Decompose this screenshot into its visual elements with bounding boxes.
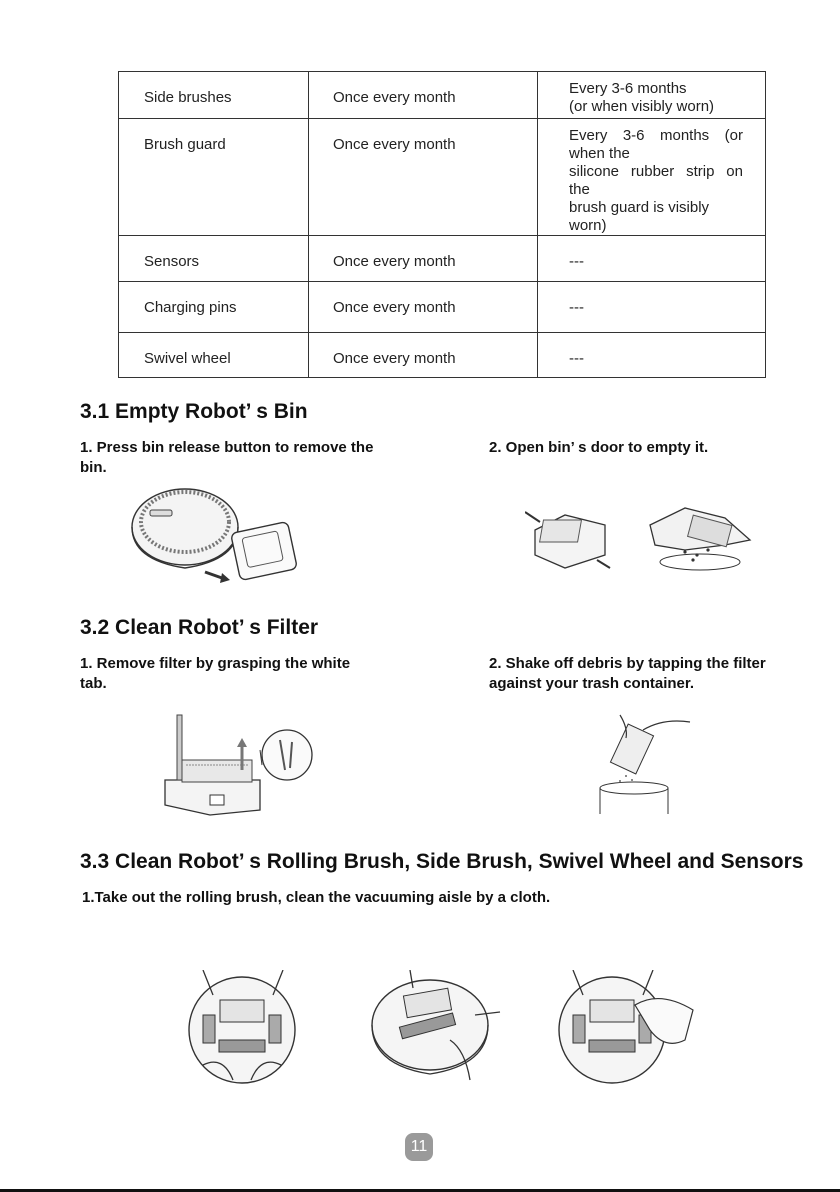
step-text: 2. Open bin’ s door to empty it. (489, 439, 709, 456)
robot-bottom-illustration-1 (183, 970, 301, 1085)
step-text: 1. Press bin release button to remove the bin. (80, 439, 374, 476)
part-cell: Swivel wheel (119, 333, 309, 378)
section-heading-empty-bin: 3.1 Empty Robot’ s Bin (80, 400, 308, 423)
clean-frequency-cell: Once every month (309, 236, 538, 282)
replace-frequency-cell (538, 119, 766, 236)
part-cell: Brush guard (119, 119, 309, 236)
maintenance-table (118, 71, 766, 378)
replace-line: silicone rubber strip on the (569, 163, 743, 198)
step-text: 1. Remove filter by grasping the white tab. (80, 655, 351, 692)
remove-bin-illustration (130, 482, 305, 594)
robot-bottom-illustration-3 (555, 970, 695, 1085)
part-cell: Charging pins (119, 282, 309, 333)
remove-filter-illustration (160, 710, 315, 820)
replace-frequency-cell: --- (538, 236, 766, 282)
table-row (119, 282, 766, 333)
clean-frequency-cell: Once every month (309, 282, 538, 333)
replace-line: (or when visibly worn) (569, 98, 715, 115)
part-cell: Sensors (119, 236, 309, 282)
replace-frequency-cell (538, 72, 766, 119)
table-row (119, 119, 766, 236)
step-text: 2. Shake off debris by tapping the filter against your trash container. (489, 655, 766, 692)
table-row (119, 333, 766, 378)
replace-frequency-cell: --- (538, 282, 766, 333)
step-text: 1.Take out the rolling brush, clean the vacuuming aisle by a cloth. (82, 889, 551, 906)
section-heading-clean-filter: 3.2 Clean Robot’ s Filter (80, 616, 319, 639)
replace-line: Every 3-6 months (569, 80, 687, 97)
shake-filter-illustration (598, 710, 698, 815)
replace-frequency-cell: --- (538, 333, 766, 378)
table-row (119, 72, 766, 119)
part-cell: Side brushes (119, 72, 309, 119)
clean-frequency-cell: Once every month (309, 119, 538, 236)
robot-bottom-illustration-2 (365, 970, 505, 1085)
clean-frequency-cell: Once every month (309, 72, 538, 119)
empty-bin-illustration (525, 500, 755, 575)
page-number: 11 (405, 1133, 433, 1161)
clean-frequency-cell: Once every month (309, 333, 538, 378)
table-row (119, 236, 766, 282)
replace-line: brush guard is visibly worn) (569, 199, 710, 234)
section-heading-clean-brushes: 3.3 Clean Robot’ s Rolling Brush, Side Brush, Swivel Wheel and Sensors (80, 850, 804, 873)
replace-line: Every 3-6 months (or when the (569, 127, 743, 162)
